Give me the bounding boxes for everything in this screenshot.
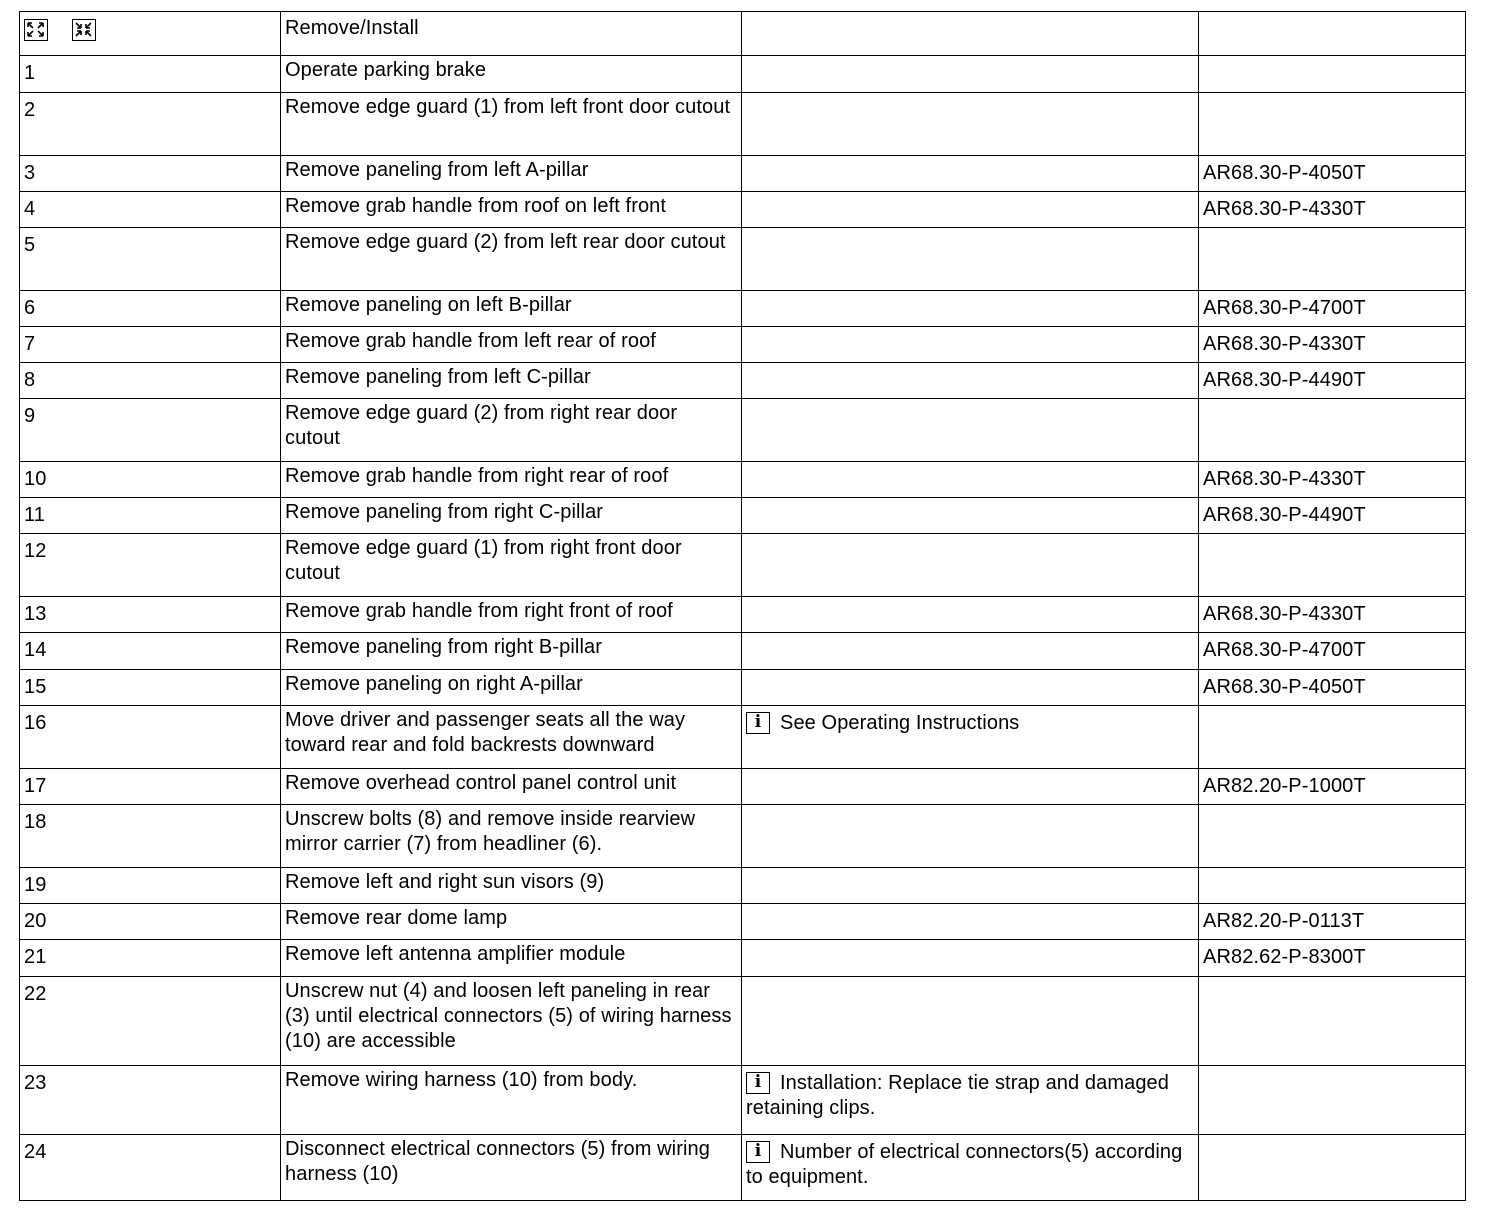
step-number: 6	[20, 291, 281, 327]
step-note	[742, 633, 1199, 670]
step-text: Operate parking brake	[281, 56, 742, 93]
step-number: 8	[20, 363, 281, 399]
reference-link[interactable]: AR68.30-P-4490T	[1199, 363, 1466, 399]
step-number: 10	[20, 462, 281, 498]
step-text: Remove paneling from right B-pillar	[281, 633, 742, 670]
reference-link[interactable]: AR68.30-P-4330T	[1199, 462, 1466, 498]
step-text: Move driver and passenger seats all the way toward rear and fold backrests downward	[281, 706, 742, 769]
step-number: 3	[20, 156, 281, 192]
step-number: 5	[20, 228, 281, 291]
expand-arrows-icon[interactable]	[24, 19, 48, 41]
step-text: Remove edge guard (2) from right rear door cutout	[281, 399, 742, 462]
step-text: Remove left antenna amplifier module	[281, 940, 742, 977]
table-row	[20, 399, 1466, 462]
step-number: 2	[20, 93, 281, 156]
step-text: Disconnect electrical connectors (5) from wiring harness (10)	[281, 1135, 742, 1201]
step-note	[742, 93, 1199, 156]
reference-link	[1199, 706, 1466, 769]
step-number: 15	[20, 670, 281, 706]
step-text: Remove edge guard (1) from left front door cutout	[281, 93, 742, 156]
note-text: Installation: Replace tie strap and damaged retaining clips.	[746, 1072, 1169, 1119]
table-row	[20, 291, 1466, 327]
table-row	[20, 1135, 1466, 1201]
table-row	[20, 977, 1466, 1066]
table-row	[20, 670, 1466, 706]
table-row	[20, 327, 1466, 363]
step-text: Remove left and right sun visors (9)	[281, 868, 742, 904]
step-note	[742, 56, 1199, 93]
step-number: 23	[20, 1066, 281, 1135]
step-note	[742, 228, 1199, 291]
step-text: Remove overhead control panel control unit	[281, 769, 742, 805]
reference-link	[1199, 399, 1466, 462]
reference-link	[1199, 228, 1466, 291]
reference-link	[1199, 805, 1466, 868]
step-note	[742, 363, 1199, 399]
step-number: 21	[20, 940, 281, 977]
step-text: Remove paneling from right C-pillar	[281, 498, 742, 534]
step-number: 9	[20, 399, 281, 462]
table-row	[20, 940, 1466, 977]
reference-link[interactable]: AR68.30-P-4050T	[1199, 670, 1466, 706]
reference-link	[1199, 977, 1466, 1066]
step-text: Remove paneling from left C-pillar	[281, 363, 742, 399]
table-row	[20, 363, 1466, 399]
step-text: Remove edge guard (1) from right front door cutout	[281, 534, 742, 597]
procedure-table	[19, 11, 1466, 1201]
reference-link	[1199, 93, 1466, 156]
step-number: 13	[20, 597, 281, 633]
step-note	[742, 1135, 1199, 1201]
step-number: 17	[20, 769, 281, 805]
step-note	[742, 498, 1199, 534]
step-text: Remove grab handle from left rear of roof	[281, 327, 742, 363]
table-row	[20, 868, 1466, 904]
reference-link	[1199, 1135, 1466, 1201]
reference-link	[1199, 1066, 1466, 1135]
step-text: Remove grab handle from roof on left front	[281, 192, 742, 228]
step-text: Remove paneling on right A-pillar	[281, 670, 742, 706]
table-row	[20, 93, 1466, 156]
table-row	[20, 706, 1466, 769]
reference-link[interactable]: AR82.20-P-1000T	[1199, 769, 1466, 805]
step-number: 1	[20, 56, 281, 93]
table-row	[20, 904, 1466, 940]
step-number: 12	[20, 534, 281, 597]
step-number: 14	[20, 633, 281, 670]
step-note	[742, 670, 1199, 706]
info-icon: i	[746, 712, 770, 734]
step-text: Remove grab handle from right rear of roof	[281, 462, 742, 498]
table-row	[20, 633, 1466, 670]
reference-link[interactable]: AR68.30-P-4490T	[1199, 498, 1466, 534]
note-text: Number of electrical connectors(5) according to equipment.	[746, 1141, 1183, 1188]
reference-link[interactable]: AR68.30-P-4330T	[1199, 597, 1466, 633]
step-number: 11	[20, 498, 281, 534]
table-row	[20, 805, 1466, 868]
table-row	[20, 597, 1466, 633]
step-note	[742, 940, 1199, 977]
step-number: 20	[20, 904, 281, 940]
header-title: Remove/Install	[281, 12, 742, 56]
step-note	[742, 399, 1199, 462]
step-note	[742, 327, 1199, 363]
table-row	[20, 192, 1466, 228]
table-row	[20, 228, 1466, 291]
reference-link	[1199, 868, 1466, 904]
header-empty-cell	[1199, 12, 1466, 56]
step-note	[742, 977, 1199, 1066]
step-note	[742, 904, 1199, 940]
reference-link[interactable]: AR68.30-P-4700T	[1199, 633, 1466, 670]
table-row	[20, 462, 1466, 498]
step-note	[742, 805, 1199, 868]
step-note	[742, 706, 1199, 769]
reference-link[interactable]: AR68.30-P-4050T	[1199, 156, 1466, 192]
step-note	[742, 291, 1199, 327]
step-text: Remove paneling from left A-pillar	[281, 156, 742, 192]
info-icon: i	[746, 1141, 770, 1163]
step-note	[742, 769, 1199, 805]
step-text: Remove grab handle from right front of roof	[281, 597, 742, 633]
step-note	[742, 156, 1199, 192]
step-note	[742, 462, 1199, 498]
table-row	[20, 56, 1466, 93]
step-text: Unscrew bolts (8) and remove inside rearview mirror carrier (7) from headliner (6).	[281, 805, 742, 868]
table-row	[20, 1066, 1466, 1135]
step-note	[742, 1066, 1199, 1135]
step-text: Remove rear dome lamp	[281, 904, 742, 940]
reference-link[interactable]: AR82.62-P-8300T	[1199, 940, 1466, 977]
step-note	[742, 192, 1199, 228]
collapse-arrows-icon[interactable]	[72, 19, 96, 41]
table-row	[20, 769, 1466, 805]
header-empty-cell	[742, 12, 1199, 56]
step-number: 4	[20, 192, 281, 228]
reference-link[interactable]: AR68.30-P-4330T	[1199, 327, 1466, 363]
table-row	[20, 498, 1466, 534]
step-note	[742, 868, 1199, 904]
reference-link	[1199, 56, 1466, 93]
step-number: 22	[20, 977, 281, 1066]
step-text: Unscrew nut (4) and loosen left paneling in rear (3) until electrical connectors (5) of wiring harness (10) are accessible	[281, 977, 742, 1066]
step-note	[742, 597, 1199, 633]
step-number: 18	[20, 805, 281, 868]
header-icons-cell	[20, 12, 281, 56]
reference-link	[1199, 534, 1466, 597]
reference-link[interactable]: AR68.30-P-4330T	[1199, 192, 1466, 228]
step-text: Remove wiring harness (10) from body.	[281, 1066, 742, 1135]
header-row	[20, 12, 1466, 56]
step-number: 7	[20, 327, 281, 363]
step-note	[742, 534, 1199, 597]
info-icon: i	[746, 1072, 770, 1094]
step-text: Remove paneling on left B-pillar	[281, 291, 742, 327]
table-row	[20, 156, 1466, 192]
step-number: 16	[20, 706, 281, 769]
step-number: 19	[20, 868, 281, 904]
note-text: See Operating Instructions	[780, 712, 1020, 734]
table-row	[20, 534, 1466, 597]
step-number: 24	[20, 1135, 281, 1201]
reference-link[interactable]: AR82.20-P-0113T	[1199, 904, 1466, 940]
step-text: Remove edge guard (2) from left rear door cutout	[281, 228, 742, 291]
reference-link[interactable]: AR68.30-P-4700T	[1199, 291, 1466, 327]
